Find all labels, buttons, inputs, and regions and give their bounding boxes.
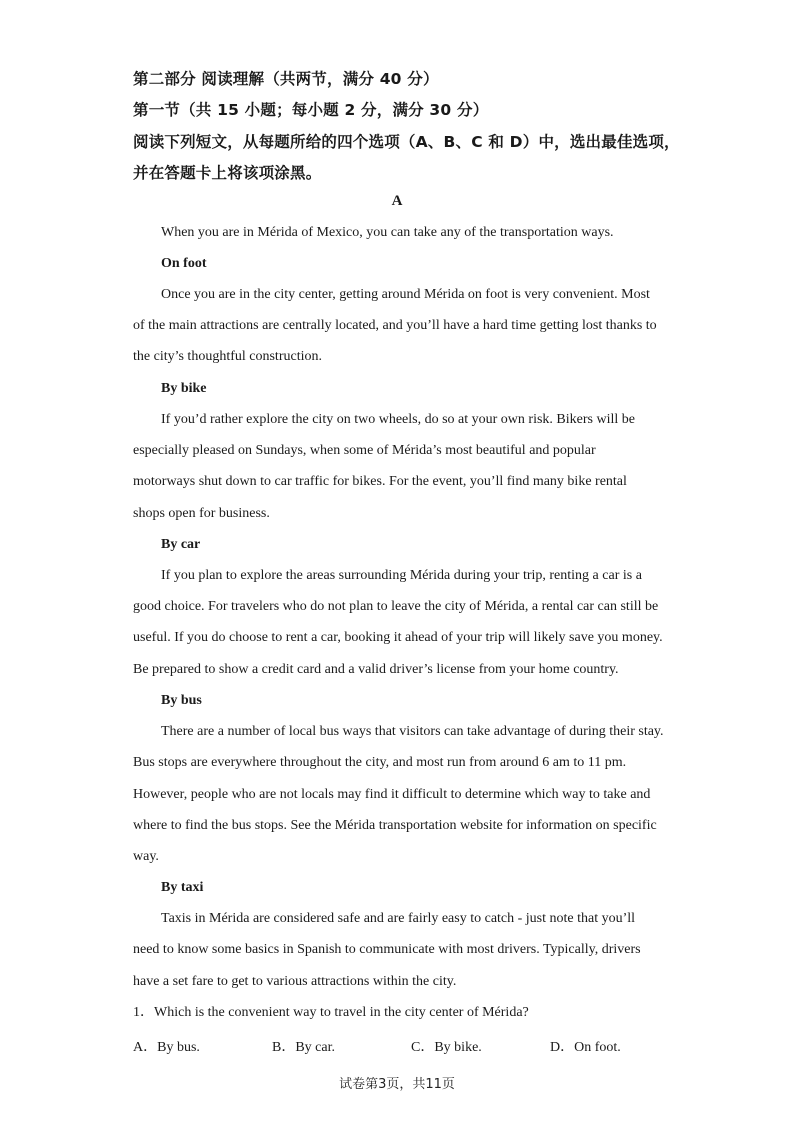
part-title: 第二部分 阅读理解（共两节，满分 40 分） — [133, 70, 439, 88]
option-d[interactable]: D．On foot. — [550, 1040, 621, 1055]
section-heading-by-bus: By bus — [161, 693, 202, 708]
paragraph-line: especially pleased on Sundays, when some of Mérida’s most beautiful and popular — [133, 443, 596, 458]
paragraph-line: There are a number of local bus ways that visitors can take advantage of during their stay. — [161, 724, 664, 739]
page-footer: 试卷第3页，共11页 — [339, 1077, 455, 1092]
section-heading-by-bike: By bike — [161, 381, 207, 396]
paragraph-line: If you’d rather explore the city on two wheels, do so at your own risk. Bikers will be — [161, 412, 635, 427]
instruction-line-2: 并在答题卡上将该项涂黑。 — [133, 164, 322, 182]
answer-options — [133, 1036, 673, 1055]
instruction-line-1: 阅读下列短文，从每题所给的四个选项（A、B、C 和 D）中，选出最佳选项， — [133, 133, 680, 151]
paragraph-line: need to know some basics in Spanish to communicate with most drivers. Typically, drivers — [133, 942, 641, 957]
paragraph-line: If you plan to explore the areas surrounding Mérida during your trip, renting a car is a — [161, 568, 642, 583]
paragraph-line: Be prepared to show a credit card and a valid driver’s license from your home country. — [133, 662, 619, 677]
option-a[interactable]: A．By bus. — [133, 1040, 200, 1055]
passage-intro: When you are in Mérida of Mexico, you can take any of the transportation ways. — [161, 225, 614, 240]
paragraph-line: motorways shut down to car traffic for bikes. For the event, you’ll find many bike rental — [133, 474, 627, 489]
passage-letter: A — [391, 193, 403, 209]
paragraph-line: shops open for business. — [133, 506, 270, 521]
section-heading-on-foot: On foot — [161, 256, 207, 271]
paragraph-line: Taxis in Mérida are considered safe and are fairly easy to catch - just note that you’ll — [161, 911, 636, 926]
paragraph-line: where to find the bus stops. See the Mérida transportation website for information on specific — [133, 818, 657, 833]
paragraph-line: way. — [133, 849, 159, 864]
paragraph-line: useful. If you do choose to rent a car, booking it ahead of your trip will likely save you money. — [133, 630, 663, 645]
paragraph-line: Once you are in the city center, getting around Mérida on foot is very convenient. Most — [161, 287, 650, 302]
paragraph-line: have a set fare to get to various attractions within the city. — [133, 974, 457, 989]
option-b[interactable]: B．By car. — [272, 1040, 335, 1055]
option-c[interactable]: C．By bike. — [411, 1040, 482, 1055]
paragraph-line: Bus stops are everywhere throughout the city, and most run from around 6 am to 11 pm. — [133, 755, 627, 770]
question-text: 1．Which is the convenient way to travel in the city center of Mérida? — [133, 1005, 529, 1020]
paragraph-line: However, people who are not locals may find it difficult to determine which way to take and — [133, 787, 651, 802]
paragraph-line: good choice. For travelers who do not plan to leave the city of Mérida, a rental car can still be — [133, 599, 659, 614]
section-title: 第一节（共 15 小题；每小题 2 分，满分 30 分） — [133, 101, 489, 119]
section-heading-by-taxi: By taxi — [161, 880, 204, 895]
section-heading-by-car: By car — [161, 537, 201, 552]
paragraph-line: the city’s thoughtful construction. — [133, 349, 322, 364]
paragraph-line: of the main attractions are centrally located, and you’ll have a hard time getting lost thanks to — [133, 318, 657, 333]
